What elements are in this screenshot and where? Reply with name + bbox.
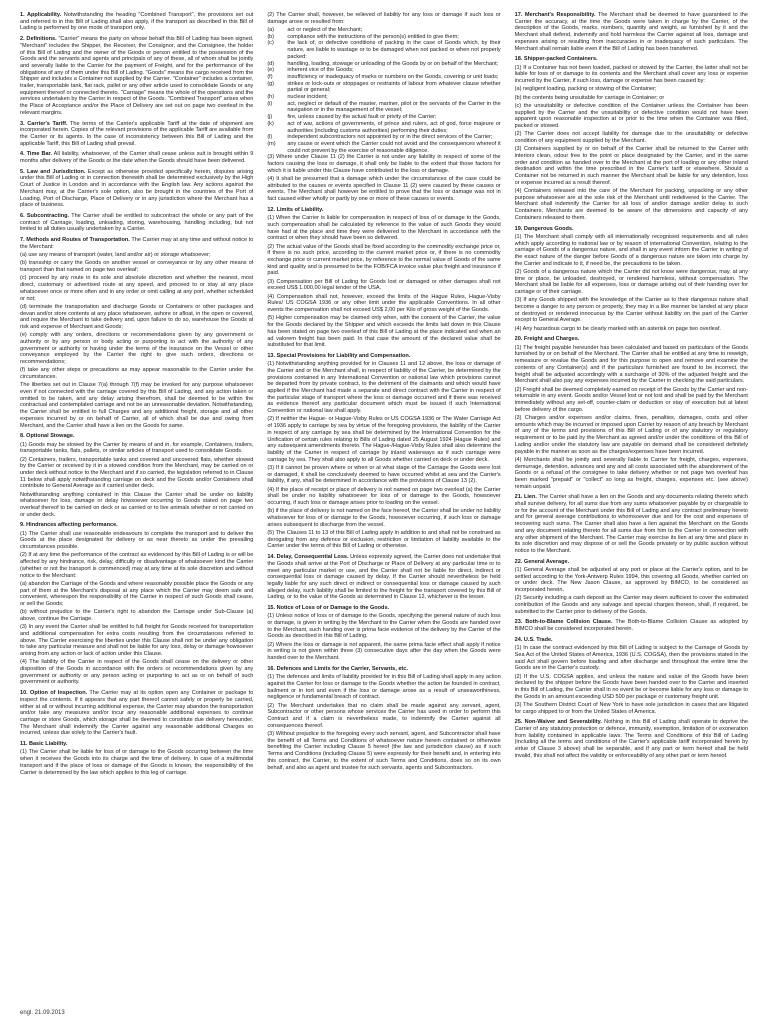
- subitem-key: (h): [267, 94, 275, 101]
- clause-subitem: [267, 141, 500, 154]
- subitem-key: (m): [267, 140, 276, 147]
- column-middle: [267, 12, 500, 1000]
- clause-subitem: [267, 94, 500, 101]
- subitem-text: fire, unless caused by the actual fault or privity of the Carrier;: [287, 114, 437, 121]
- subitem-key: (e): [267, 67, 275, 74]
- clause: [20, 121, 253, 148]
- clause-paragraph: (3) Where under Clause 11 (2) the Carrier is not under any liability in respect of some of the factors causing the loss or damage, it shall only be liable to the extent that those factors for which it is liable under this Clause have contributed to the loss or damage.: [267, 154, 501, 174]
- clause-paragraph: (1) The Merchant shall comply with all internationally recognised requirements and all rules which apply according to national law or by reason of international Convention, relating to the carriage of Goods of a dangerous nature, and shall in any event inform the Carrier in writing of the exact nature of the danger before Goods of a dangerous nature are taken into charge by the Carrier and indicate to it, if need be, the precautions to be taken.: [514, 233, 748, 267]
- clause-heading: 18. Shipper-packed Containers.: [514, 56, 598, 63]
- clause-paragraph: (c) proceed by any route in its sole and absolute discretion and whether the nearest, most direct, customary or advertised route at any speed, and proceed to or stay at any place whatsoever once or more often and in any order or omit calling at any port, whether scheduled or not;: [20, 275, 254, 302]
- clause: [20, 151, 253, 164]
- clause: [20, 36, 253, 116]
- clause-paragraph: (a) abandon the Carriage of the Goods and where reasonably possible place the Goods or any part of them at the Merchant's disposal at any place which the Carrier may deem safe and convenient, whereupon the responsibility of the Carrier in respect of such Goods shall cease, or sell the Goods;: [20, 580, 254, 607]
- subitem-text: strikes or lock-outs or stoppages or restraints of labour from whatever clause whether partial or general;: [287, 80, 501, 94]
- clause-subitem: [267, 61, 500, 68]
- clause-paragraph: [20, 741, 253, 748]
- clause-paragraph: [20, 522, 253, 529]
- clause-heading: 16. Defences and Limits for the Carrier, Servants, etc.: [267, 665, 408, 672]
- subitem-key: (b): [267, 33, 275, 40]
- clause-heading: 12. Limits of Liability.: [267, 206, 324, 213]
- clause: [515, 559, 748, 616]
- clause-paragraph: [515, 637, 748, 644]
- clause-paragraph: [267, 207, 500, 214]
- clause-text: The Merchant shall be deemed to have guaranteed to the Carrier the accuracy, at the time the Goods were taken in charge by the Carrier, of the description of the Goods, marks, numbers, quantity and weight, as furnished by it and the Merchant shall defend, indemnify and hold harmless the Carrier against all loss, damage and expenses arising or resulting from inaccuracies in or inadequacy of such particulars. The Merchant shall remain liable even if the Bill of Lading has been transferred.: [514, 12, 748, 52]
- clause-paragraph: (3) Containers supplied by or on behalf of the Carrier shall be returned to the Carrier with interiors clean, odour free to the point or place designated by the Carrier, and in the same order and condition as handed over to the Merchant at the port of loading or any other inland destination and within the time prescribed in the Carrier's tariff or elsewhere. Should a Container not be returned in such manner the Merchant shall be liable for any detention, loss or expense incurred as a result thereof.: [514, 146, 748, 186]
- clause-paragraph: (1) If a Container has not been loaded, packed or stowed by the Carrier, the latter shall not be liable for loss of or damage to its contents and the Merchant shall cover any loss or expense incurred by the Carrier, if such loss, damage or expense has been caused by:: [514, 64, 748, 84]
- clause-subitem: [267, 81, 500, 94]
- clause-text: All liability, whatsoever, of the Carrier shall cease unless suit is brought within 9 months after delivery of the Goods or the date when the Goods should have been delivered.: [20, 151, 254, 165]
- clause-paragraph: [20, 237, 253, 250]
- clause-heading: 21. Lien.: [514, 494, 537, 501]
- clause-paragraph: (3) In any event the Carrier shall be entitled to full freight for Goods received for transportation and additional compensation for extra costs resulting from the circumstances referred to above. The Carrier exercising the liberties under this Clause shall not be under any obligation to take any particular measure and shall not be liable for any loss, delay or damage howsoever arising from any action or lack of action under this Clause.: [20, 624, 254, 658]
- subitem-text: nuclear incident;: [287, 94, 328, 101]
- subitem-key: (f): [267, 73, 273, 80]
- clause: [20, 213, 253, 233]
- clause: [20, 237, 253, 429]
- subitem-text: act, neglect or default of the master, mariner, pilot or the servants of the Carrier in the navigation or in the management of the vessel;: [287, 100, 501, 114]
- footer-version: engl. 21.09.2013: [20, 1010, 65, 1016]
- subitem-text: handling, loading, stowage or unloading of the Goods by or on behalf of the Merchant;: [287, 60, 499, 67]
- clause-paragraph: (a) use any means of transport (water, land and/or air) or storage whatsoever;: [20, 252, 211, 259]
- clause-text: The terms of the Carrier's applicable Tariff at the date of shipment are incorporated herein. Copies of the relevant provisions of the applicable Tariff are available from the Carrier or its agents. In the case of inconsistency between this Bill of Lading and the applicable Tariff, this Bill of Lading shall prevail.: [20, 120, 254, 147]
- subitem-text: compliance with the instructions of the person(s) entitled to give them;: [287, 33, 459, 40]
- clause-paragraph: (4) If the place of receipt or place of delivery is not named on page two overleaf (a) the Carrier shall be under no liability whatsoever for loss of or damage to the Goods, howsoever occurring, if such loss or damage arises prior to loading on the vessel.: [267, 486, 501, 507]
- clause-paragraph: (1) The defences and limits of liability provided for in this Bill of Lading shall apply in any action against the Carrier for loss or damage to the Goods whether the action be founded in contract, bailment or in tort and even if the loss or damage arose as a result of unseaworthiness, negligence or fundamental breach of contract.: [267, 674, 501, 701]
- clause-text: Except as otherwise provided specifically herein, disputes arising under this Bill of Lading or in connection therewith shall be determined exclusively by the High Court of Justice in London and in accordance with the English law. Any actions against the Merchant may, at the Carrier's sole option, also be brought in the countries of the Port of Loading, Port of Discharge, Place of Delivery or in any jurisdiction where the Merchant has a place of business.: [20, 168, 254, 209]
- clause: [515, 619, 748, 632]
- clause-heading: 3. Carrier's Tariff.: [20, 120, 68, 127]
- clause-paragraph: [267, 554, 500, 601]
- clause-paragraph: (a) negligent loading, packing or stowing of the Container;: [514, 86, 657, 93]
- subitem-key: (a): [267, 27, 275, 33]
- clause: [515, 56, 748, 221]
- clause-paragraph: (1) General Average shall be adjusted at any port or place at the Carrier's option, and to be settled according to the York-Antwerp Rules 1994, this covering all Goods, whether carried on or under deck. The New Jason Clause, as approved by BIMCO, to be considered as incorporated herein.: [514, 566, 748, 594]
- clause-paragraph: [515, 559, 748, 566]
- clause-paragraph: [20, 169, 253, 209]
- clause: [267, 554, 500, 601]
- clause-text: The Carrier shall be entitled to subcontract the whole or any part of the contract of Carriage, loading, unloading, storing, warehousing, handling including, but not limited to all duties usually undertaken by a Carrier.: [20, 212, 254, 233]
- clause-paragraph: (4) Compensation shall not, however, exceed the limits of the Hague Rules, Hague-Visby Rules/ US COGSA 1936 or any other limit under the applicable Conventions. In all other events the compensation shall not exceed US$ 2,00 per Kilo of gross weight of the Goods.: [267, 293, 501, 314]
- clause-paragraph: (3) Compensation per Bill of Lading for Goods lost or damaged or other damages shall not exceed US$ 1.000,00 legal tender of the USA.: [267, 278, 501, 292]
- clause-paragraph: (1) The Carrier shall use reasonable endeavours to complete the transport and to deliver the Goods at the place designated for delivery or as near thereto as under the prevailing circumstances possible.: [20, 530, 254, 551]
- subitem-text: any cause or event which the Carrier could not avoid and the consequences whereof it could not prevent by the exercise of reasonable diligence.: [287, 140, 501, 154]
- clause-paragraph: (1) The Carrier shall be liable for loss of or damage to the Goods occurring between the time when it receives the Goods into its charge and the time of delivery. In case of a multimodal transport and if the place of loss or damage of the Goods is known, the responsibility of the Carrier is determined by the law which applies to this leg of carriage.: [20, 749, 254, 776]
- subitem-text: act of war, actions of governments, of prince and rulers, act of god, force majeure or authorities (including customs authorities) performing their duties;: [287, 120, 501, 134]
- clause-paragraph: [515, 719, 748, 759]
- clause-paragraph: (2) The Carrier does not accept liability for damage due to the unsuitability or defective condition of any equipment supplied by the Merchant.: [514, 131, 748, 144]
- clause-heading: 13. Special Provisions for Liability and Compensation.: [267, 352, 411, 359]
- clause-paragraph: (3) If it cannot be proven where or when or at what stage of the Carriage the Goods were lost or damaged, it shall be conclusively deemed to have occurred whilst at sea and the Carrier's liability, if any, shall be determined in accordance with the provisions of Clause 13 (2).: [267, 464, 501, 485]
- clause-paragraph: [20, 12, 253, 32]
- clause: [515, 494, 748, 554]
- clause: [267, 12, 500, 203]
- clause-subitem: [267, 34, 500, 41]
- clause-paragraph: (f) take any other steps or precautions as may appear reasonable to the Carrier under the circumstances.: [20, 367, 254, 381]
- clause-subitem: [267, 114, 500, 121]
- clause-paragraph: (2) Where the loss or damage is not apparent, the same prima facie effect shall apply if notice in writing is not given within three (3) consecutive days after the day when the Goods were handed over to the Merchant.: [267, 641, 501, 662]
- clause-heading: 20. Freight and Charges.: [514, 336, 580, 343]
- subitem-key: (i): [267, 100, 273, 107]
- subitem-text: inherent vice of the Goods;: [287, 67, 354, 74]
- clause-paragraph: [20, 36, 253, 116]
- clause-paragraph: [515, 56, 748, 63]
- clause-paragraph: [20, 690, 253, 737]
- clause-paragraph: (3) The Southern District Court of New York to have sole jurisdiction in cases that are litigated for cargo shipped to or from the United States of America.: [514, 701, 748, 715]
- clause-paragraph: (b) without prejudice to the Carrier's right to abandon the Carriage under Sub-Clause (a) above, continue the Carriage.: [20, 609, 254, 622]
- clause-paragraph: (2) Security including a cash deposit as the Carrier may deem sufficient to cover the estimated contribution of the Goods and any salvage and special charges thereon, shall, if required, be submitted to the Carrier prior to delivery of the Goods.: [514, 595, 748, 615]
- clause-paragraph: (1) Notwithstanding anything provided for in Clauses 11 and 12 above, the loss or damage of the Carrier and or the Merchant shall, in respect of liability of the Carrier, be determined by the provisions contained in any International Convention or national law which provisions cannot be departed from by private contract, to the detriment of the claimants and which would have applied if the Merchant had made a separate and direct contract with the Carrier in respect of the particular stage of transport where the loss or damage occurred and if there was received as evidence thereof any particular document which must be issued if such International Convention or national law shall apply.: [267, 361, 501, 415]
- subitem-key: (g): [267, 80, 275, 87]
- clause-paragraph: (2) Containers, trailers, transportable tanks and covered and uncovered flats, whether stowed by the Carrier or received by it in a stowed condition from the Merchant, may be carried on or under deck without notice to the Merchant and if so carried, the legislation referred to in Clause 11 below shall apply notwithstanding carriage on deck and the Goods and/or Containers shall contribute to General Average as if carried under deck.: [20, 456, 254, 490]
- clause-paragraph: (3) Without prejudice to the foregoing every such servant, agent, and Subcontractor shall have the benefit of all Terms and Conditions of whatsoever nature herein contained or otherwise benefiting the Carrier including Clause 5 hereof (the law and jurisdiction clause) as if such Terms and Conditions (including Clause 5) were expressly for their benefit and, in entering into this contract, the Carrier, to the extent of such Terms and Conditions, does so on its own behalf, and also as agent and trustee for such servants, agents and Subcontractors.: [267, 731, 501, 771]
- clause-paragraph: (2) If at any time the performance of the contract as evidenced by this Bill of Lading is or will be affected by any hindrance, risk, delay, difficulty or disadvantage of whatsoever kind the Carrier (whether or not the transport is commenced) may at any time at its sole discretion and without notice to the Merchant:: [20, 552, 254, 579]
- clause-subitem: [267, 67, 500, 74]
- subitem-text: insufficiency or inadequacy of marks or numbers on the Goods, covering or unit loads;: [287, 73, 499, 80]
- clause-subitem: [267, 101, 500, 114]
- clause-subitem: [267, 74, 500, 81]
- clause-heading: 15. Notice of Loss of or Damage to the Goods.: [267, 605, 390, 612]
- clause-heading: 8. Optional Stowage.: [20, 433, 75, 440]
- clause-paragraph: [20, 213, 253, 233]
- subitem-text: independent subcontractors not appointed by or in the direct services of the Carrier;: [287, 134, 493, 141]
- clause-subitem: [267, 40, 500, 60]
- clause-paragraph: (4) Merchants shall be jointly and severally liable to Carrier for freight, charges, expenses, demurrage, detention, advances and any and all costs associated with the abandonment of the Goods or a refusal of the consignee to take delivery whether or not page two overleaf has been marked "prepaid" or "collect" so long as freight, charges, expenses etc. (see above) remain unpaid.: [514, 456, 748, 490]
- clause-text: Notwithstanding the heading "Combined Transport", the provisions set out and referred to in this Bill of Lading shall also apply, if the transport as described in this Bill of Lading is performed by one mode of transport only.: [20, 12, 254, 32]
- clause-paragraph: [267, 605, 500, 612]
- clause: [20, 169, 253, 209]
- clause-paragraph: [515, 619, 748, 632]
- clause-subitem: [267, 134, 500, 141]
- clause-heading: 14. Delay, Consequential Loss.: [267, 554, 349, 561]
- clause-paragraph: (c) the unsuitability or defective condition of the Container unless the Container has been supplied by the Carrier and the unsuitability or defective condition would not have been apparent upon reasonable inspection at or prior to the time when the Container was filled, packed or stowed.: [514, 102, 748, 129]
- clause-text: The Both-to-Blame Collision Clause as adopted by BIMCO shall be considered incorporated herein.: [514, 619, 748, 633]
- clause-paragraph: [267, 12, 500, 25]
- clause-paragraph: [20, 121, 253, 148]
- clause-paragraph: (5) Higher compensation may be claimed only when, with the consent of the Carrier, the value for the Goods declared by the Shipper and which exceeds the limits laid down in this Clause has been stated on page two overleaf of this Bill of Lading at the place indicated and when an ad valorem freight has been paid. In that case the amount of the declared value shall be substituted for that limit.: [267, 315, 501, 349]
- clause-paragraph: (4) Containers released into the care of the Merchant for packing, unpacking or any other purpose whatsoever are at the sole risk of the Merchant until redelivered to the Carrier. The Merchant shall indemnify the Carrier for all loss of and/or damage and/or delay to such Containers. Merchants are deemed to be aware of the dimensions and capacity of any Containers released to them.: [514, 188, 748, 221]
- clause: [515, 637, 748, 716]
- column-right: [515, 12, 748, 1000]
- clause-paragraph: [515, 226, 748, 233]
- subitem-text: the lack of, or defective conditions of packing in the case of Goods which, by their nature, are liable to wastage or to be damaged when not packed or when not properly packed;: [287, 40, 501, 60]
- clause: [20, 433, 253, 518]
- clause-heading: 25. Non-Waiver and Severability.: [514, 719, 602, 726]
- clause-heading: 11. Basic Liability.: [20, 741, 68, 748]
- clause-heading: 5. Law and Jurisdiction.: [20, 168, 86, 175]
- clause-paragraph: (2) Freight shall be deemed completely earned on receipt of the Goods by the Carrier and non-returnable in any event. Goods and/or Vessel lost or not lost and shall be paid by the Merchant immediately without any set-off, counter-claim or deduction or stay of execution but at latest before delivery of the cargo.: [514, 386, 748, 413]
- clause: [267, 353, 500, 550]
- clause-paragraph: (3) If any Goods shipped with the knowledge of the Carrier as to their dangerous nature shall become a danger to any person or property, they may in a like manner be landed at any place or destroyed or rendered innocuous by the Carrier without liability on the part of the Carrier except to General Average.: [514, 297, 748, 324]
- subitem-key: (j): [267, 114, 273, 121]
- clause: [20, 522, 253, 686]
- clause: [515, 12, 748, 52]
- clause: [20, 741, 253, 776]
- clause-paragraph: (e) comply with any orders, directions or recommendations given by any government or authority or by any person or body acting or purporting to act with the authority of any government or authority or having under the terms of the insurance on the Vessel or other conveyance employed by the Carrier the right to give such orders, directions or recommendations;: [20, 332, 254, 366]
- clause-heading: 4. Time Bar.: [20, 151, 52, 158]
- clause-paragraph: (d) terminate the transportation and discharge Goods or Containers or other packages and devan and/or store contents at any place whatsoever, ashore or afloat, in the open or covered, and require the Merchant to take delivery and, upon failure to do so, warehouse the Goods at risk and expense of Merchant and Goods;: [20, 303, 254, 330]
- clause-heading: 10. Option of Inspection.: [20, 690, 88, 697]
- clause-subitem: [267, 121, 500, 134]
- clause-paragraph: [267, 666, 500, 673]
- clause-paragraph: (1) Goods may be stowed by the Carrier by means of and in, for example, Containers, trailers, transportable tanks, flats, pallets, or similar articles of transport used to consolidate Goods.: [20, 441, 254, 455]
- clause-paragraph: (2) The Merchant undertakes that no claim shall be made against any servant, agent, Subcontractor or other persons whose services the Carrier has used in order to perform this Contract and if a claim is nevertheless made, to indemnify the Carrier against all consequences thereof.: [267, 702, 501, 729]
- clause-text: The Carrier may at any time and without notice to the Merchant:: [20, 237, 254, 250]
- clause-heading: 6. Subcontracting.: [20, 212, 70, 219]
- clause: [515, 226, 748, 333]
- clause-text: The Carrier may at its option open any Container or package to inspect the contents. If it appears that any part thereof cannot safely or properly be carried, either at all or without incurring additional expense, the Carrier may abandon the transportation and/or take any measures and/or incur any reasonable additional expenses to continue carriage or store Goods, which storage shall be deemed to constitute due delivery hereunder. The Merchant shall indemnify the Carrier against any reasonable additional Charges so incurred, unless due solely to the Carrier's fault.: [20, 690, 254, 737]
- column-left: [20, 12, 253, 1000]
- clause-text: (2) The Carrier shall, however, be relieved of liability for any loss or damage if such loss or damage arose or resulted from:: [267, 12, 501, 25]
- clause-heading: 7. Methods and Routes of Transportation.: [20, 237, 130, 244]
- subitem-key: (c): [267, 40, 274, 47]
- clause: [515, 336, 748, 490]
- clause-paragraph: [515, 336, 748, 343]
- clause-paragraph: (4) It shall be presumed that a damage which under the circumstances of the case could be attributed to the causes or events specified in Clause 11 (2) were caused by these causes or events. The Merchant shall however be entitled to prove that the loss or damage was not in fact caused either wholly or partly by one or more of these causes or events.: [267, 176, 501, 203]
- clause-paragraph: The liberties set out in Clause 7(a) through 7(f) may be invoked for any purpose whatsoever even if not connected with the carriage covered by this Bill of Lading, and any action taken or omitted to be taken, and any delay arising therefrom, shall be deemed to be within the contractual and contemplated carriage and not be an unreasonable deviation. Notwithstanding, the Carrier shall be entitled to full Charges and any additional freight, storage and all other expenses incurred by or on behalf of Carrier, all of which shall be due and owing from Merchant, and the Carrier shall have a lien on the Goods for same.: [20, 382, 254, 429]
- clause-paragraph: (5) The Clauses 11 to 13 of this Bill of Lading apply in addition to and shall not be construed as derogating from any defence or exclusion, restriction or limitation of liability available to the Carrier under the terms of this Bill of Lading or otherwise.: [267, 530, 501, 550]
- clause: [515, 719, 748, 759]
- clause-text: Nothing in this Bill of Lading shall operate to deprive the Carrier of any statutory protection or defence, immunity, exemption, limitation of or exoneration from liability contained in applicable laws. The Terms and Conditions of this Bill of Lading (including all the terms and conditions of the Carrier's applicable tariff incorporated herein by virtue of Clause 3 above) shall be separable, and if any part or term hereof shall be held invalid, this shall not affect the validity or enforceability of any other part or term hereof.: [514, 719, 748, 759]
- clause-paragraph: (3) Charges and/or expenses and/or claims, fines, penalties, damages, costs and other amounts which may be incurred or imposed upon Carrier by reason of any breach by Merchant of any of the terms and provisions of this Bill of Lading or of any statutory or regulatory requirement or to be paid by the Merchant as agreed and/or under the conditions of this Bill of Lading and/or under the statutory law are payable on demand shall be considered definitely payable in the manner as soon as the charges/expenses have been incurred.: [514, 414, 748, 455]
- clause: [20, 12, 253, 32]
- subitem-key: (d): [267, 60, 275, 67]
- clause-paragraph: (b) if the place of delivery is not named on the face hereof, the Carrier shall be under no liability whatsoever for loss of or damage to the Goods, howsoever occurring, if such loss or damage arises subsequent to discharge from the vessel.: [267, 508, 501, 528]
- clause-paragraph: [20, 433, 253, 440]
- clause-paragraph: (4) The liability of the Carrier in respect of the Goods shall cease on the delivery or other disposition of the Goods in accordance with the orders or recommendations given by any government or authority or any person acting or purporting to act as or on behalf of such government or authority.: [20, 659, 254, 686]
- clause-paragraph: (2) If the U.S. COGSA applies, and unless the nature and value of the Goods have been declared by the shipper before the Goods have been handed over to the Carrier and inserted in this Bill of Lading, the Carrier shall in no event be or become liable for any loss or damage to the Goods in an amount exceeding USD 500 per package or customary freight unit.: [514, 673, 748, 700]
- clause-heading: 22. General Average.: [514, 558, 570, 565]
- clause-paragraph: (4) Any hazardous cargo to be clearly marked with an asterisk on page two overleaf.: [514, 325, 721, 332]
- clause-heading: 23. Both-to-Blame Collision Clause.: [514, 619, 613, 626]
- clause: [267, 207, 500, 349]
- clause-text: Unless expressly agreed, the Carrier does not undertake that the Goods shall arrive at the Port of Discharge or Place of Delivery at any particular time or to meet any particular market or use, and the Carrier shall not be liable for direct, indirect or consequential loss or damage caused by delay. If the Carrier should nevertheless be held legally liable for any such direct or indirect or consequential loss or damage caused by such alleged delay, such liability shall be limited to the freight for the transport covered by this Bill of Lading, or to the value of the Goods as determined in Clause 12, whichever is the lesser.: [267, 554, 501, 601]
- clause-paragraph: [515, 494, 748, 554]
- clause-paragraph: [267, 353, 500, 360]
- clause-paragraph: (b) the contents being unsuitable for carriage in Container; or: [514, 94, 665, 101]
- clause-heading: 2. Definitions.: [20, 36, 57, 43]
- clause-paragraph: Notwithstanding anything contained in this Clause the Carrier shall be under no liability whatsoever for loss, damage or delay howsoever occurring to Goods stated on page two overleaf thereof to be carried on deck or as carried or to live animals whether or not carried on or under deck.: [20, 491, 254, 518]
- clause-paragraph: (2) The actual value of the Goods shall be fixed according to the commodity exchange price or, if there is no such price, according to the current market price or, if there is no commodity exchange price or current market price, by reference to the normal value of Goods of the same kind and quality and is presumed to be the FOB/FCA invoice value plus freight and insurance if paid.: [267, 243, 501, 277]
- subitem-key: (k): [267, 120, 274, 127]
- clause-heading: 1. Applicability.: [20, 12, 62, 18]
- clause-heading: 24. U.S. Trade.: [514, 636, 553, 643]
- clause-subitem: [267, 27, 500, 34]
- clause-paragraph: [20, 151, 253, 164]
- clause-heading: 9. Hindrances affecting performance.: [20, 522, 118, 529]
- clause-paragraph: (1) The freight payable hereunder has been calculated and based on particulars of the Goods furnished by or on behalf of the Merchant. The Carrier shall be entitled at any time to reweigh, remeasure or revalue the Goods and for this purpose to open and remove and examine the contents of any Container(s) and if the particulars furnished are found to be incorrect, the freight shall be adjusted accordingly with a surcharge of 30% of the adjusted freight and the Merchant shall also pay any expenses incurred by the Carrier in checking the said particulars.: [514, 344, 748, 385]
- clause-paragraph: (1) In case the contract evidenced by this Bill of Lading is subject to the Carriage of Goods by Sea Act of the United States of America, 1936 (U.S. COGSA), then the provisions stated in the said Act shall govern before loading and after discharge and throughout the entire time the Goods are in the Carrier's custody.: [514, 645, 748, 672]
- subitem-key: (l): [267, 134, 273, 141]
- clause-paragraph: [515, 12, 748, 52]
- clause-paragraph: (b) transship or carry the Goods on another vessel or conveyance or by any other means of transport than that named on page two overleaf;: [20, 260, 254, 274]
- clause-heading: 19. Dangerous Goods.: [514, 225, 574, 232]
- document-page: [20, 12, 748, 1000]
- clause-paragraph: (1) When the Carrier is liable for compensation in respect of loss of or damage to the Goods, such compensation shall be calculated by reference to the value of such Goods they would have had at the place and time they were delivered to the Merchant in accordance with the contract or when they should have been so delivered.: [267, 215, 501, 242]
- subitem-text: act or neglect of the Merchant;: [287, 27, 363, 33]
- clause-paragraph: (2) Goods of a dangerous nature which the Carrier did not know were dangerous, may, at any time or place, be unloaded, destroyed, or rendered harmless, without compensation. The Merchant shall be liable for all expenses, loss or damage arising out of their handing over for carriage or of their carriage.: [514, 268, 748, 296]
- clause: [267, 666, 500, 771]
- clause-text: "Carrier" means the party on whose behalf this Bill of Lading has been signed. "Merchant" includes the Shipper, the Receiver, the Consignor, and the Consignee, the holder of this Bill of Lading and the owner of the Goods or person entitled to the possession of the Goods and the servants and agents and principals of any of these, all of whom shall be jointly and severally liable to the Carrier for the payment of Freight, and for the performance of the obligations of any of them under this Bill of Lading. "Goods" means the cargo received from the Shipper and includes a Container not supplied by the Carrier. "Container" includes a container, trailer, transportable tank, flat rack, pallet or any other article used to consolidate Goods or any equipment thereof or connected thereto. "Carriage" means the whole of the operations and the services undertaken by the Carrier in respect of the Goods. "Combined Transport" arises when the Place of Acceptance and/or the Place of Delivery are set out on page two overleaf in the relevant margins.: [20, 36, 254, 116]
- clause-heading: 17. Merchant's Responsibility.: [514, 12, 596, 18]
- clause-paragraph: (1) Unless notice of loss or of damage to the Goods, specifying the general nature of such loss or damage, is given in writing by the Merchant to the Carrier when the Goods are handed over to the Merchant, such handing over is prima facie evidence of the delivery by the Carrier of the Goods as described in this Bill of Lading.: [267, 613, 501, 640]
- clause: [267, 605, 500, 662]
- clause-text: The Carrier shall have a lien on the Goods and any documents relating thereto which shall survive delivery, for all sums due from any sums whatsoever payable by or chargeable to or for the account of the Merchant under this Bill of Lading and any contract preliminary hereto and for general average contributions to whomsoever due and for the cost and expenses of recovering such sums. The Carrier shall also have a lien against the Merchant on the Goods and any document relating thereto for all sums due from him to the Carrier in connection with any other shipment of the Merchant. The Carrier may exercise its lien at any time and place in its sole discretion and may dispose of or sell the Goods privately or by public auction without notice to the Merchant.: [514, 494, 748, 554]
- clause-paragraph: (2) If neither the Hague- or Hague-Visby Rules or US COGSA 1936 or The Water Carriage Act of 1936 apply to carriage by sea by virtue of the foregoing provisions, the liability of the Carrier in respect of any carriage by sea shall be determined by the International Convention for the Unification of certain rules relating to Bills of Lading dated 25 August 1924 (Hague Rules) and any subsequent amendments thereto. The Hague-/Hague-Visby Rules shall also determine the liability of the Carrier in respect of carriage by inland waterways as if such carriage were carriage by sea. They shall also apply to all Goods whether carried on deck or under deck.: [267, 416, 501, 463]
- clause: [20, 690, 253, 737]
